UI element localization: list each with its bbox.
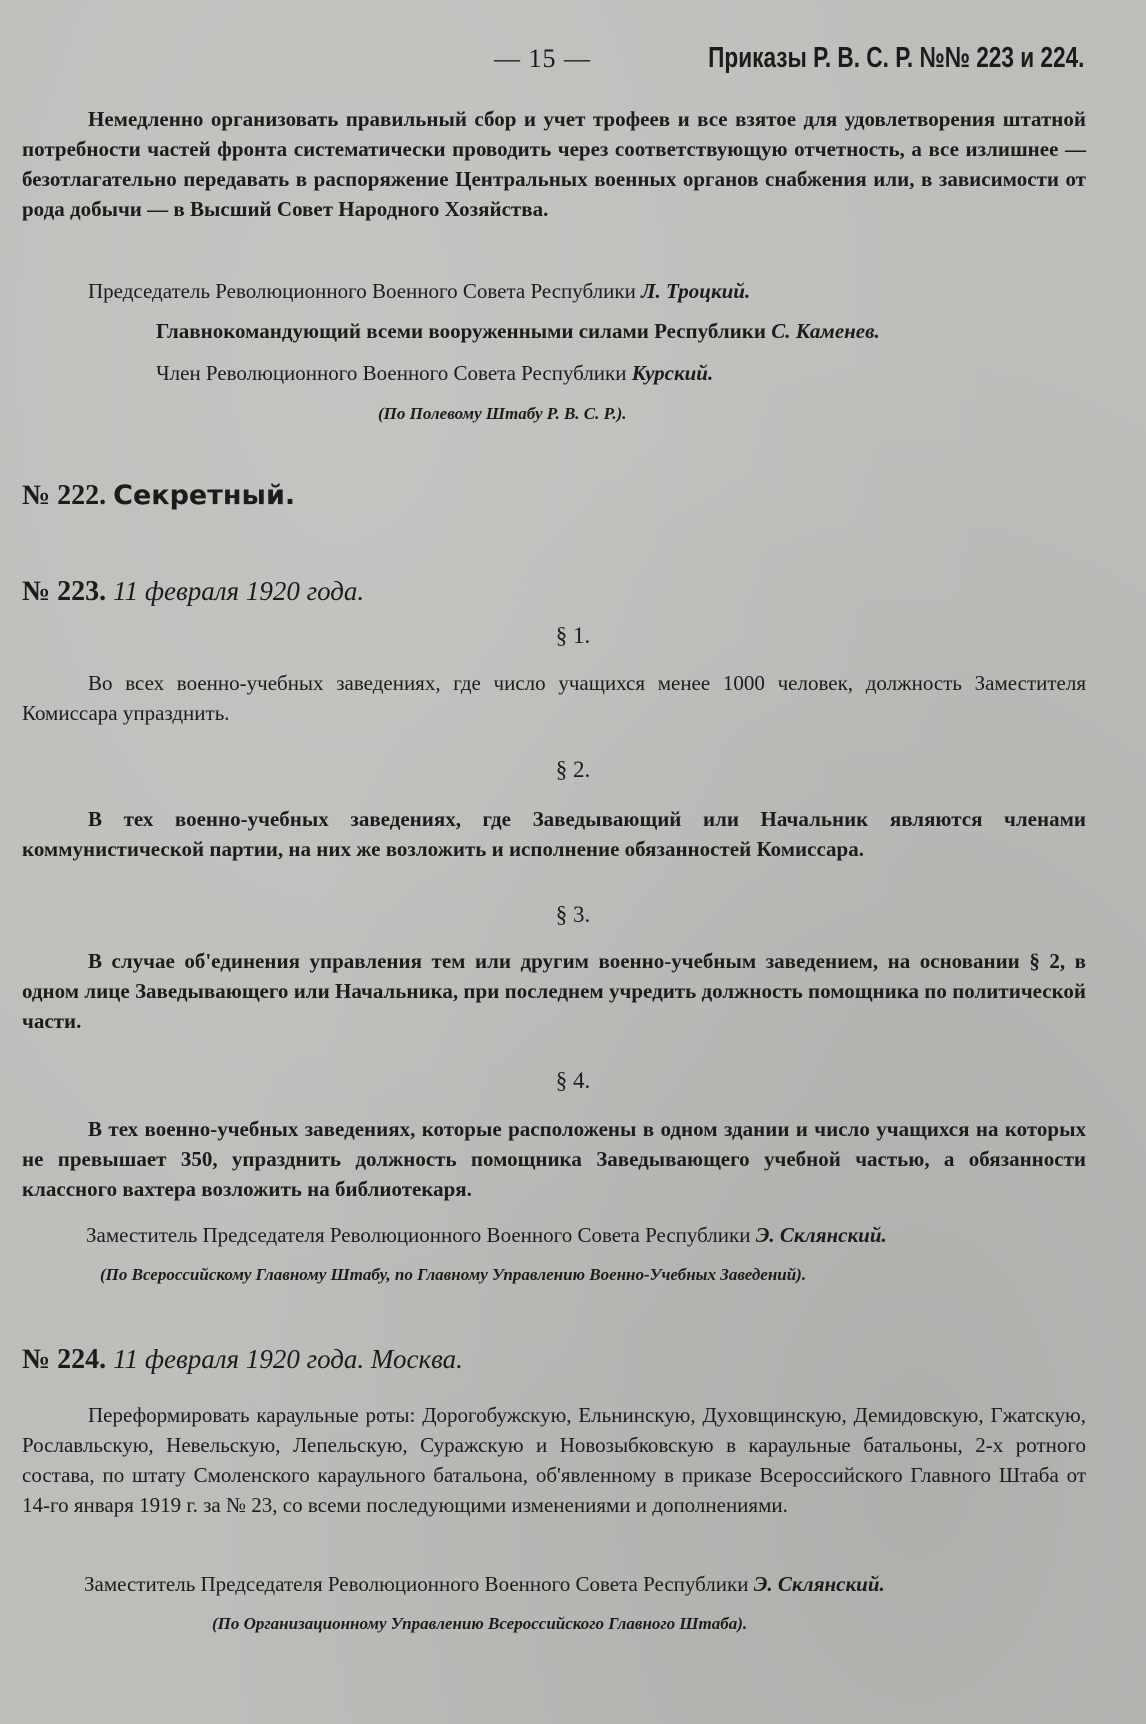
signature-name: Э. Склянский. [755,1223,887,1247]
signature-name: Курский. [631,361,714,385]
order-224-heading [22,1344,463,1376]
source-note: (По Организационному Управлению Всероссийского Главного Штаба). [212,1614,748,1633]
running-head: Приказы Р. В. С. Р. №№ 223 и 224. [707,42,1084,74]
signature-title: Заместитель Председателя Революционного Военного Совета Республики [86,1223,756,1247]
order-223-heading [22,576,364,608]
section-1-text: Во всех военно-учебных заведениях, где число учащихся менее 1000 человек, должность Заместителя Комиссара упразднить. [22,671,1086,725]
signature-title: Член Революционного Военного Совета Республики [156,361,632,385]
signature-sklyansky-224 [84,1569,885,1599]
order-date: 11 февраля 1920 года. [113,576,365,606]
order-number: № 222. [22,480,107,511]
section-3-text: В случае об'единения управления тем или другим военно-учебным заведением, на основании § 2, в одном лице Заведывающего или Начальника, при последнем учредить должность помощника по политической части. [22,949,1086,1033]
signature-name: Л. Троцкий. [641,279,751,303]
signature-trotsky [88,276,750,306]
signature-title: Главнокомандующий всеми вооруженными силами Республики [156,319,772,343]
order-224-text: Переформировать караульные роты: Дорогобужскую, Ельнинскую, Духовщинскую, Демидовскую, Гжатскую, Рославльскую, Невельскую, Лепельскую, Суражскую и Новозыбковскую в караульные батальоны, 2-х ротного состава, по штату Смоленского караульного батальона, об'явленному в приказе Всероссийского Главного Штаба от 14-го января 1919 г. за № 23, со всеми последующими изменениями и дополнениями. [22,1403,1086,1517]
section-4-mark: § 4. [555,1068,591,1093]
page-number: — 15 — [494,44,591,73]
section-3-mark: § 3. [555,902,591,927]
source-note: (По Всероссийскому Главному Штабу, по Главному Управлению Военно-Учебных Заведений). [100,1265,807,1284]
order-date: 11 февраля 1920 года. Москва. [113,1344,463,1374]
order-number: № 224. [22,1344,107,1375]
section-2-mark: § 2. [555,757,591,782]
signature-kursky [156,358,713,388]
signature-kamenev [156,316,880,346]
signature-name: С. Каменев. [771,319,880,343]
trophies-paragraph: Немедленно организовать правильный сбор и учет трофеев и все взятое для удовлетворения штатной потребности частей фронта систематически проводить через соответствующую отчетность, а все излишнее — безотлагательно передавать в распоряжение Центральных военных органов снабжения или, в зависимости от рода добычи — в Высший Совет Народного Хозяйства. [22,107,1086,221]
signature-sklyansky-223 [86,1220,887,1250]
signature-title: Председатель Революционного Военного Совета Республики [88,279,642,303]
section-4-text: В тех военно-учебных заведениях, которые расположены в одном здании и число учащихся на которых не превышает 350, упразднить должность помощника Заведывающего учебной частью, а обязанности классного вахтера возложить на библиотекаря. [22,1117,1086,1201]
order-222-heading [22,480,295,512]
section-1-mark: § 1. [555,623,591,648]
order-number: № 223. [22,576,107,607]
source-note: (По Полевому Штабу Р. В. С. Р.). [378,404,627,423]
signature-name: Э. Склянский. [753,1572,885,1596]
section-2-text: В тех военно-учебных заведениях, где Заведывающий или Начальник являются членами коммунистической партии, на них же возложить и исполнение обязанностей Комиссара. [22,807,1086,861]
page-header [0,42,1146,82]
signature-title: Заместитель Председателя Революционного Военного Совета Республики [84,1572,754,1596]
order-title: Секретный. [113,480,296,511]
